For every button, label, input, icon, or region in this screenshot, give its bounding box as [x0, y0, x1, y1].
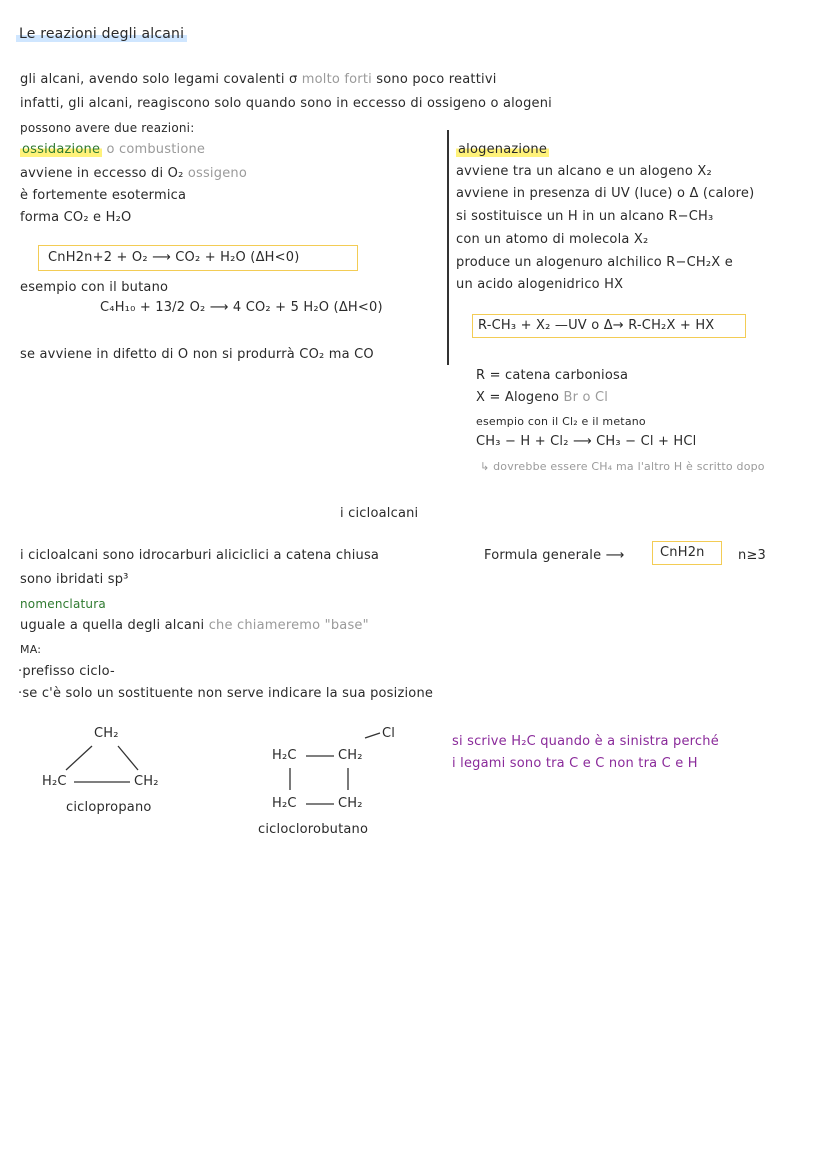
intro-line-1-end: sono poco reattivi [376, 72, 497, 87]
alogenazione-line-3: si sostituisce un H in un alcano R−CH₃ [456, 209, 714, 224]
ciclocloro-cl: Cl [382, 726, 396, 741]
alogenazione-esempio-formula: CH₃ − H + Cl₂ ⟶ CH₃ − Cl + HCl [476, 434, 697, 449]
alogenazione-line-2: avviene in presenza di UV (luce) o Δ (calore) [456, 186, 755, 201]
alogenazione-formula: R-CH₃ + X₂ —UV o Δ→ R-CH₂X + HX [478, 318, 715, 333]
ossidazione-heading-gray: o combustione [106, 142, 206, 157]
bullet-prefisso: ·prefisso ciclo- [18, 664, 115, 679]
alogenazione-r-def: R = catena carboniosa [476, 368, 629, 383]
intro-line-3: possono avere due reazioni: [20, 121, 195, 135]
cicloalcani-line-3-text: uguale a quella degli alcani [20, 618, 205, 633]
nota-line-2: i legami sono tra C e C non tra C e H [452, 756, 698, 771]
ossidazione-heading-text: ossidazione [22, 142, 101, 157]
cicloalcani-formula: CnH2n [660, 545, 705, 560]
ciclocloro-tl: H₂C [272, 748, 297, 763]
ciclopropano-top: CH₂ [94, 726, 119, 741]
intro-line-2: infatti, gli alcani, reagiscono solo quando sono in eccesso di ossigeno o alogeni [20, 96, 552, 111]
bullet-posizione: ·se c'è solo un sostituente non serve indicare la sua posizione [18, 686, 434, 701]
cicloalcani-line-2: sono ibridati sp³ [20, 572, 129, 587]
alogenazione-line-5: produce un alogenuro alchilico R−CH₂X e [456, 255, 733, 270]
ciclopropano-bond-left [66, 746, 92, 770]
alogenazione-heading-text: alogenazione [458, 142, 548, 157]
cicloalcani-formula-cond: n≥3 [738, 548, 767, 563]
ma-label: MA: [20, 643, 42, 656]
alogenazione-nota: ↳ dovrebbe essere CH₄ ma l'altro H è scritto dopo [480, 460, 765, 473]
ciclocloro-tr: CH₂ [338, 748, 363, 763]
cicloalcani-line-1: i cicloalcani sono idrocarburi aliciclici a catena chiusa [20, 548, 380, 563]
alogenazione-x-def-gray: Br o Cl [563, 390, 609, 405]
ciclopropano-left: H₂C [42, 774, 67, 789]
ossidazione-formula: CnH2n+2 + O₂ ⟶ CO₂ + H₂O (ΔH<0) [48, 250, 300, 265]
nota-line-1: si scrive H₂C quando è a sinistra perché [452, 734, 719, 749]
cicloalcani-heading: i cicloalcani [340, 506, 419, 521]
ossidazione-line-1-text: avviene in eccesso di O₂ [20, 166, 184, 181]
alogenazione-line-6: un acido alogenidrico HX [456, 277, 624, 292]
intro-line-1-text: gli alcani, avendo solo legami covalenti σ [20, 72, 298, 87]
ciclopropano-bond-right [118, 746, 138, 770]
alogenazione-line-1: avviene tra un alcano e un alogeno X₂ [456, 164, 712, 179]
alogenazione-x-def-text: X = Alogeno [476, 390, 560, 405]
nomenclatura-heading: nomenclatura [20, 597, 106, 611]
alogenazione-line-4: con un atomo di molecola X₂ [456, 232, 649, 247]
cicloalcani-formula-label: Formula generale ⟶ [484, 548, 625, 563]
ossidazione-esempio: esempio con il butano [20, 280, 169, 295]
ossidazione-line-1-gray: ossigeno [187, 166, 247, 181]
alogenazione-esempio: esempio con il Cl₂ e il metano [476, 415, 646, 428]
title-text: Le reazioni degli alcani [16, 26, 187, 42]
ciclocloro-bond-cl [365, 733, 380, 738]
ossidazione-difetto: se avviene in difetto di O non si produrrà CO₂ ma CO [20, 347, 374, 362]
cicloalcani-line-3-gray: che chiameremo "base" [208, 618, 369, 633]
ciclocloro-br: CH₂ [338, 796, 363, 811]
ossidazione-esempio-formula: C₄H₁₀ + 13/2 O₂ ⟶ 4 CO₂ + 5 H₂O (ΔH<0) [100, 300, 383, 315]
ciclopropano-right: CH₂ [134, 774, 159, 789]
intro-line-1-gray: molto forti [301, 72, 372, 87]
ossidazione-line-3: forma CO₂ e H₂O [20, 210, 132, 225]
ciclocloro-name: cicloclorobutano [258, 822, 369, 837]
ciclocloro-bl: H₂C [272, 796, 297, 811]
ossidazione-line-2: è fortemente esotermica [20, 188, 187, 203]
ciclopropano-name: ciclopropano [66, 800, 152, 815]
